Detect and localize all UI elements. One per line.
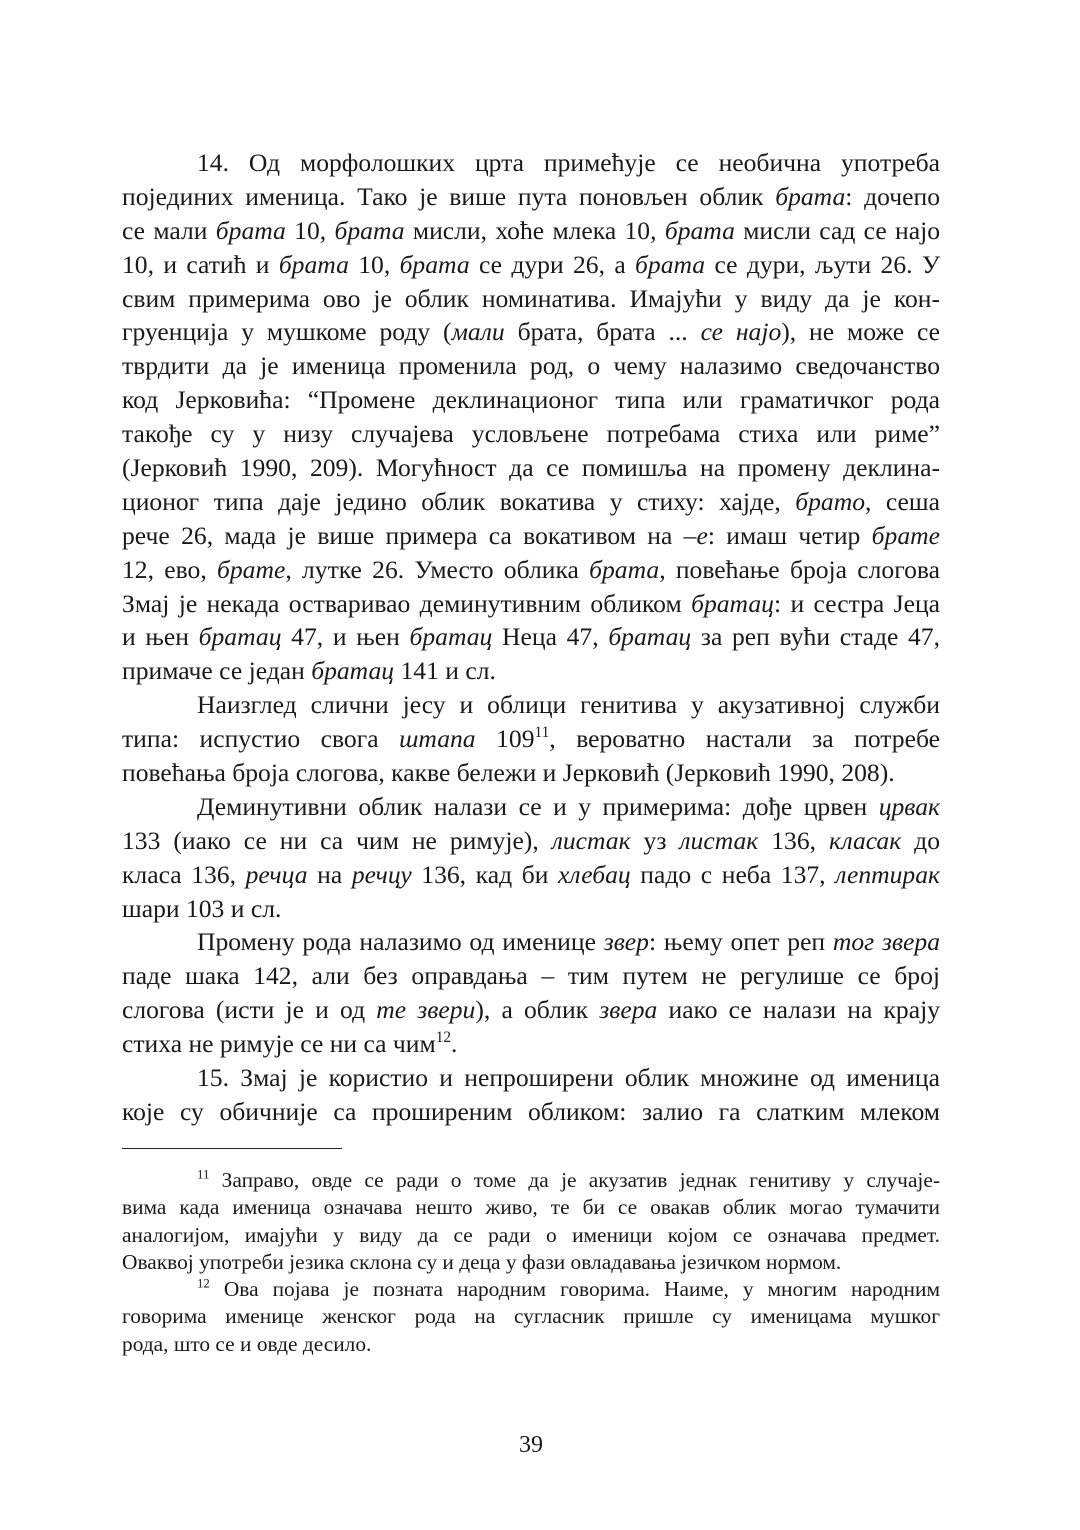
italic-text: брата <box>215 215 286 245</box>
text-line <box>122 1061 940 1095</box>
text-line <box>122 722 940 756</box>
text-run: 136, <box>758 825 829 855</box>
text-line <box>122 349 940 383</box>
text-line <box>122 587 940 621</box>
text-run: ), не може се <box>781 317 940 347</box>
text-run: 109 <box>475 724 535 754</box>
text-run: груенција у мушкоме роду ( <box>122 317 452 347</box>
text-run: Ова појава је позната народним говорима. Наиме, у многим народним <box>209 1277 940 1302</box>
text-line <box>122 1027 940 1061</box>
text-run: 10, <box>348 249 400 279</box>
text-run: повећања броја слогова, какве бележи и Јерковић (Јерковић 1990, 208). <box>122 758 895 788</box>
page-number: 39 <box>519 1432 543 1458</box>
italic-text: брате <box>871 520 940 550</box>
text-run: Наизглед слични јесу и облици генитива у акузативној служби <box>197 690 940 720</box>
text-run: брата, брата ... <box>504 317 701 347</box>
italic-text: хлебац <box>558 859 631 889</box>
text-run: такође су у низу случајева условљене потребама стиха или риме” <box>122 419 940 449</box>
text-line <box>122 519 940 553</box>
text-run: до <box>901 825 940 855</box>
italic-text: звер <box>603 927 649 957</box>
text-line <box>122 688 940 722</box>
text-run: мисли сад се најо <box>734 215 940 245</box>
text-run: говорима именице женског рода на сугласник пришле су именицама мушког <box>122 1304 940 1329</box>
text-run: . <box>451 1029 458 1059</box>
text-run: 15. Змај је користио и непроширени облик множине од именица <box>197 1063 940 1093</box>
text-line <box>122 180 940 214</box>
italic-text: речца <box>245 859 308 889</box>
text-run: паде шака 142, али без оправдања – тим путем не регулише се број <box>122 961 940 991</box>
text-run: 12, ево, <box>122 554 218 584</box>
italic-text: брата <box>399 249 470 279</box>
text-run: на <box>307 859 352 889</box>
text-run: уз <box>630 825 680 855</box>
italic-text: листак <box>551 825 631 855</box>
text-line <box>122 959 940 993</box>
text-run: вима када именица означава нешто живо, те би се овакав облик могао тумачити <box>122 1195 940 1220</box>
text-line <box>122 654 940 688</box>
text-run: ), а облик <box>475 995 600 1025</box>
text-run: код Јерковића: “Промене деклинационог типа или граматичког рода <box>122 385 940 415</box>
footnotes <box>122 1167 940 1358</box>
text-run: и њен <box>122 622 199 652</box>
text-run: примаче се један <box>122 656 312 686</box>
text-run: Промену рода налазимо од именице <box>197 927 604 957</box>
text-run: : и сестра Јеца <box>773 588 940 618</box>
footnote-ref: 11 <box>534 724 550 742</box>
italic-text: братац <box>311 656 395 686</box>
text-run: иако се налази на крају <box>657 995 940 1025</box>
italic-text: мали <box>451 317 505 347</box>
italic-text: листак <box>679 825 759 855</box>
text-run: аналогијом, имајући у виду да се ради о именици којом се означава предмет. <box>122 1222 940 1247</box>
italic-text: братац <box>691 588 774 618</box>
footnote-separator <box>122 1148 342 1149</box>
text-run: ционог типа даје једино облик вокатива у стиху: хајде, <box>122 486 796 516</box>
text-run: , лутке 26. Уместо облика <box>285 554 590 584</box>
italic-text: брата <box>278 249 349 279</box>
italic-text: лептирак <box>835 859 941 889</box>
text-line <box>122 1095 940 1129</box>
text-run: шари 103 и сл. <box>122 893 282 923</box>
text-run: свим примерима ово је облик номинатива. Имајући у виду да је кон- <box>122 283 940 313</box>
text-run: 10, и сатић и <box>122 249 279 279</box>
italic-text: брата <box>334 215 405 245</box>
text-line <box>122 892 940 926</box>
text-run: Змај је некада остваривао деминутивним обликом <box>122 588 692 618</box>
footnote-line <box>122 1331 940 1358</box>
text-run: : њему опет реп <box>648 927 833 957</box>
footnote-ref: 11 <box>197 1167 210 1182</box>
footnote-ref: 12 <box>435 1029 452 1047</box>
footnote-line <box>122 1167 940 1194</box>
text-line <box>122 282 940 316</box>
text-run: мисли, хоће млека 10, <box>404 215 665 245</box>
text-run: појединих именица. Тако је више пута поновљен облик <box>122 181 776 211</box>
italic-text: брата <box>635 249 706 279</box>
text-line <box>122 485 940 519</box>
text-line <box>122 248 940 282</box>
italic-text: братац <box>198 622 282 652</box>
text-run: се дури, љути 26. У <box>705 249 940 279</box>
text-run: рече 26, мада је више примера са вокативом на <box>122 520 684 550</box>
text-line <box>122 146 940 180</box>
footnote-line <box>122 1276 940 1303</box>
text-line <box>122 620 940 654</box>
text-line <box>122 553 940 587</box>
italic-text: се најо <box>700 317 782 347</box>
text-line <box>122 383 940 417</box>
italic-text: тог звера <box>832 927 940 957</box>
text-run: које су обичније са проширеним обликом: залио га слатким млеком <box>122 1096 940 1126</box>
text-line <box>122 824 940 858</box>
text-run: : дочепо <box>845 181 940 211</box>
text-run: за реп вући стаде 47, <box>691 622 941 652</box>
text-run: тврдити да је именица променила род, о чему налазимо сведочанство <box>122 351 940 381</box>
italic-text: –е <box>683 520 708 550</box>
italic-text: братац <box>409 622 493 652</box>
text-line <box>122 858 940 892</box>
footnote-line <box>122 1249 940 1276</box>
text-run: класа 136, <box>122 859 246 889</box>
text-run: рода, што се и овде десило. <box>122 1331 372 1356</box>
text-run: , вероватно настали за потребе <box>549 724 941 754</box>
text-line <box>122 315 940 349</box>
italic-text: брато <box>795 486 866 516</box>
footnote-line <box>122 1222 940 1249</box>
text-line <box>122 214 940 248</box>
text-run: : имаш четир <box>707 520 872 550</box>
italic-text: брата <box>664 215 735 245</box>
text-line <box>122 790 940 824</box>
text-run: се мали <box>122 215 216 245</box>
text-run: Оваквој употреби језика склона су и деца у фази овладавања језичком нормом. <box>122 1249 842 1274</box>
text-run: се дури 26, а <box>469 249 636 279</box>
italic-text: брата <box>775 181 846 211</box>
footnote-line <box>122 1303 940 1330</box>
text-run: , сеша <box>865 486 940 516</box>
italic-text: те звери <box>376 995 476 1025</box>
text-line <box>122 925 940 959</box>
footnote-line <box>122 1194 940 1221</box>
text-line <box>122 756 940 790</box>
text-run: типа: испустио свога <box>122 724 400 754</box>
text-run: 136, кад би <box>411 859 559 889</box>
text-run: (Јерковић 1990, 209). Могућност да се помишља на промену деклина- <box>122 453 940 483</box>
text-line <box>122 993 940 1027</box>
text-run: , повећање броја слогова <box>659 554 940 584</box>
text-line <box>122 451 940 485</box>
text-run: Неца 47, <box>492 622 609 652</box>
italic-text: брата <box>589 554 660 584</box>
italic-text: црвак <box>878 791 940 821</box>
text-line <box>122 417 940 451</box>
italic-text: звера <box>599 995 658 1025</box>
text-run: 141 и сл. <box>394 656 496 686</box>
text-run: 133 (иако се ни са чим не римује), <box>122 825 552 855</box>
italic-text: речцу <box>351 859 412 889</box>
text-run: стиха не римује се ни са чим <box>122 1029 436 1059</box>
footnote-ref: 12 <box>197 1276 210 1291</box>
italic-text: класак <box>828 825 902 855</box>
text-run: падо с неба 137, <box>630 859 836 889</box>
text-run: 10, <box>285 215 335 245</box>
italic-text: братац <box>608 622 692 652</box>
body-text <box>122 146 940 1129</box>
text-run: Деминутивни облик налази се и у примерима: дође црвен <box>197 791 879 821</box>
italic-text: штапа <box>399 724 476 754</box>
text-run: 47, и њен <box>281 622 410 652</box>
text-run: Заправо, овде се ради о томе да је акузатив једнак генитиву у случаје- <box>209 1168 940 1192</box>
text-run: 14. Од морфолошких црта примећује се необична употреба <box>197 148 940 177</box>
italic-text: брате <box>217 554 286 584</box>
text-run: слогова (исти је и од <box>122 995 377 1025</box>
